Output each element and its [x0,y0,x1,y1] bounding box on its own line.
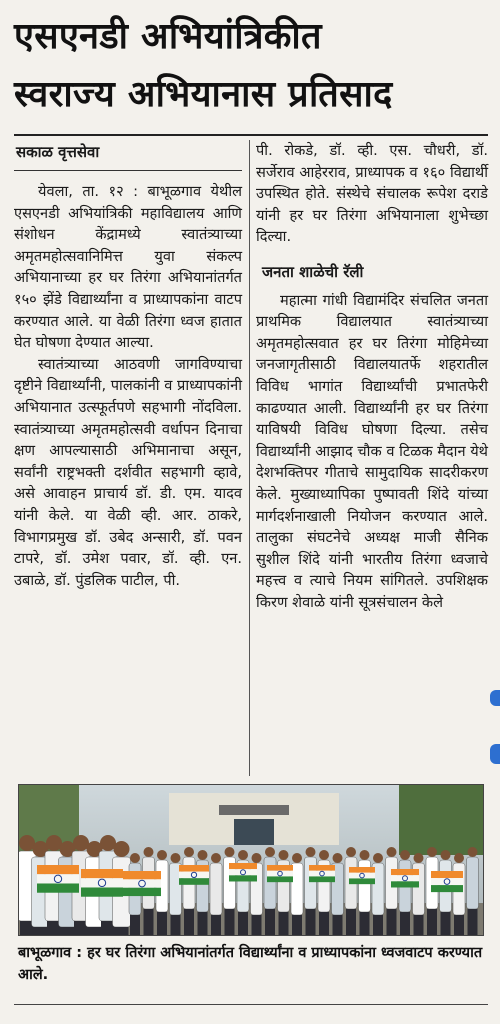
flag-band [267,876,293,882]
person-legs [184,909,194,935]
person-head [333,853,343,863]
person-head [265,847,275,857]
flag-band [309,876,335,882]
person-head [211,853,221,863]
person-head [114,841,130,857]
person-head [292,853,302,863]
group-photo-illustration [19,785,483,935]
person-legs [414,915,424,935]
person-legs [279,912,289,935]
person-head [184,847,194,857]
person-legs [333,915,343,935]
left-column [14,140,242,591]
flag-band [179,878,209,885]
headline-divider [14,134,488,136]
person-body [305,857,317,909]
right-column [256,140,488,613]
person-legs [34,927,48,935]
person-body [210,863,222,915]
person-legs [130,915,140,935]
person-legs [387,909,397,935]
person-legs [211,915,221,935]
byline-divider [14,170,242,172]
flag-band [391,881,419,887]
person-legs [319,912,329,935]
headline-line-1: एसएनडी अभियांत्रिकीत [14,16,322,57]
flag-band [179,865,209,872]
person-legs [441,912,451,935]
person-legs [225,909,235,935]
person-legs [198,912,208,935]
flag-band [229,875,257,881]
person-head [238,850,248,860]
person-legs [454,915,464,935]
person-head [454,853,464,863]
column-divider [249,140,250,776]
person-head [427,847,437,857]
person-head [400,850,410,860]
person-head [198,850,208,860]
person-legs [61,927,75,935]
person-head [306,847,316,857]
person-legs [88,927,102,935]
article-paragraph-1: येवला, ता. १२ : बाभूळगाव येथील एसएनडी अभियांत्रिकी महाविद्यालय आणि संशोधन केंद्रामध्ये स्वातंत्र्याच्या अमृतमहोत्सवानिमित्त युवा संकल्प अभियानाच्या हर घर तिरंगा अभियानांतर्गत १५० झेंडे विद्यार्थ्यांना व प्राध्यापकांना वाटप करण्यात आले. या वेळी तिरंगा ध्वज हातात घेत घोषणा देण्यात आल्या. [14,183,242,352]
tree-right [399,785,483,855]
flag-band [123,888,161,896]
person-legs [265,909,275,935]
person-legs [360,912,370,935]
person-head [441,850,451,860]
flag-band [349,867,375,873]
person-body [467,857,479,909]
person-legs [292,915,302,935]
flag-band [267,865,293,871]
bottom-divider [14,1004,488,1005]
headline-line-2: स्वराज्य अभियानास प्रतिसाद [14,74,393,115]
person-head [252,853,262,863]
flag-band [349,878,375,884]
person-head [373,853,383,863]
person-legs [468,909,478,935]
flag-band [37,883,79,892]
person-head [319,850,329,860]
person-legs [400,912,410,935]
person-legs [115,927,129,935]
person-head [414,853,424,863]
person-legs [346,909,356,935]
flag-band [229,863,257,869]
photo-caption: बाभूळगाव : हर घर तिरंगा अभियानांतर्गत विद्यार्थ्यांना व प्राध्यापकांना ध्वजवाटप करण्यात आले. [18,945,483,983]
person-legs [171,915,181,935]
person-head [225,847,235,857]
person-head [130,853,140,863]
subheading: जनता शाळेची रॅली [262,262,364,281]
person-legs [373,915,383,935]
page-edge-marker [490,690,500,706]
person-head [346,847,356,857]
article-paragraph-3: महात्मा गांधी विद्यामंदिर संचलित जनता प्राथमिक विद्यालयात स्वातंत्र्याच्या अमृतमहोत्सवात हर घर तिरंगा मोहिमेच्या जनजागृतीसाठी विद्यालयातर्फे शहरातील विविध भागांत विद्यार्थ्यांची प्रभातफेरी काढण्यात आली. विद्यार्थ्यांनी हर घर तिरंगा याविषयी विविध घोषणा दिल्या. तसेच विद्यार्थ्यांनी आझाद चौक व टिळक मैदान येथे देशभक्तिपर गीताचे सामुदायिक सादरीकरण केले. मुख्याध्यापिका पुष्पावती शिंदे यांच्या मार्गदर्शनाखाली नियोजन करण्यात आले. तालुका संघटनेचे अध्यक्ष माजी सैनिक सुशील शिंदे यांनी भारतीय तिरंगा ध्वजाचे महत्त्व व त्याचे नियम सांगितले. उपशिक्षक किरण शेवाळे यांनी सूत्रसंचालन केले [256,291,488,611]
article-headline [14,8,490,124]
flag-band [123,871,161,879]
person-head [468,847,478,857]
person-body [264,857,276,909]
flag-band [37,865,79,874]
news-photo [18,784,484,936]
flag-band [431,885,463,892]
article-continuation: पी. रोकडे, डॉ. व्ही. एस. चौधरी, डॉ. सर्जेराव आहेरराव, प्राध्यापक व १६० विद्यार्थी उपस्थित होते. संस्थेचे संचालक रूपेश दराडे यांनी हर घर तिरंगा अभियानाला शुभेच्छा दिल्या. [256,142,488,246]
flag-band [309,865,335,871]
person-head [279,850,289,860]
person-legs [238,912,248,935]
person-legs [157,912,167,935]
person-head [360,850,370,860]
flag-band [81,869,123,878]
person-head [157,850,167,860]
flag-band [391,869,419,875]
page-edge-marker [490,744,500,764]
person-legs [306,909,316,935]
person-legs [144,909,154,935]
article-paragraph-2: स्वातंत्र्याच्या आठवणी जागविण्याचा दृष्टीने विद्यार्थ्यांनी, पालकांनी व प्राध्यापकांनी अभियानात उत्स्फूर्तपणे सहभागी नोंदविला. स्वातंत्र्याच्या अमृतमहोत्सवी वर्धापन दिनाचा क्षण आपल्यासाठी अभिमानाचा असून, सर्वांनी राष्ट्रभक्ती दर्शवीत सहभागी व्हावे, असे आवाहन प्राचार्य डॉ. डी. एम. यादव यांनी केले. या वेळी व्ही. आर. ठाकरे, विभागप्रमुख डॉ. उबेद अन्सारी, डॉ. पवन टापरे, डॉ. उमेश पवार, डॉ. व्ही. एन. उबाळे, डॉ. पुंडलिक पाटील, पी. [14,355,242,589]
person-head [144,847,154,857]
flag-band [431,871,463,878]
byline: सकाळ वृत्तसेवा [16,143,100,161]
person-head [171,853,181,863]
person-head [387,847,397,857]
person-legs [427,909,437,935]
flag-band [81,887,123,896]
person-legs [252,915,262,935]
